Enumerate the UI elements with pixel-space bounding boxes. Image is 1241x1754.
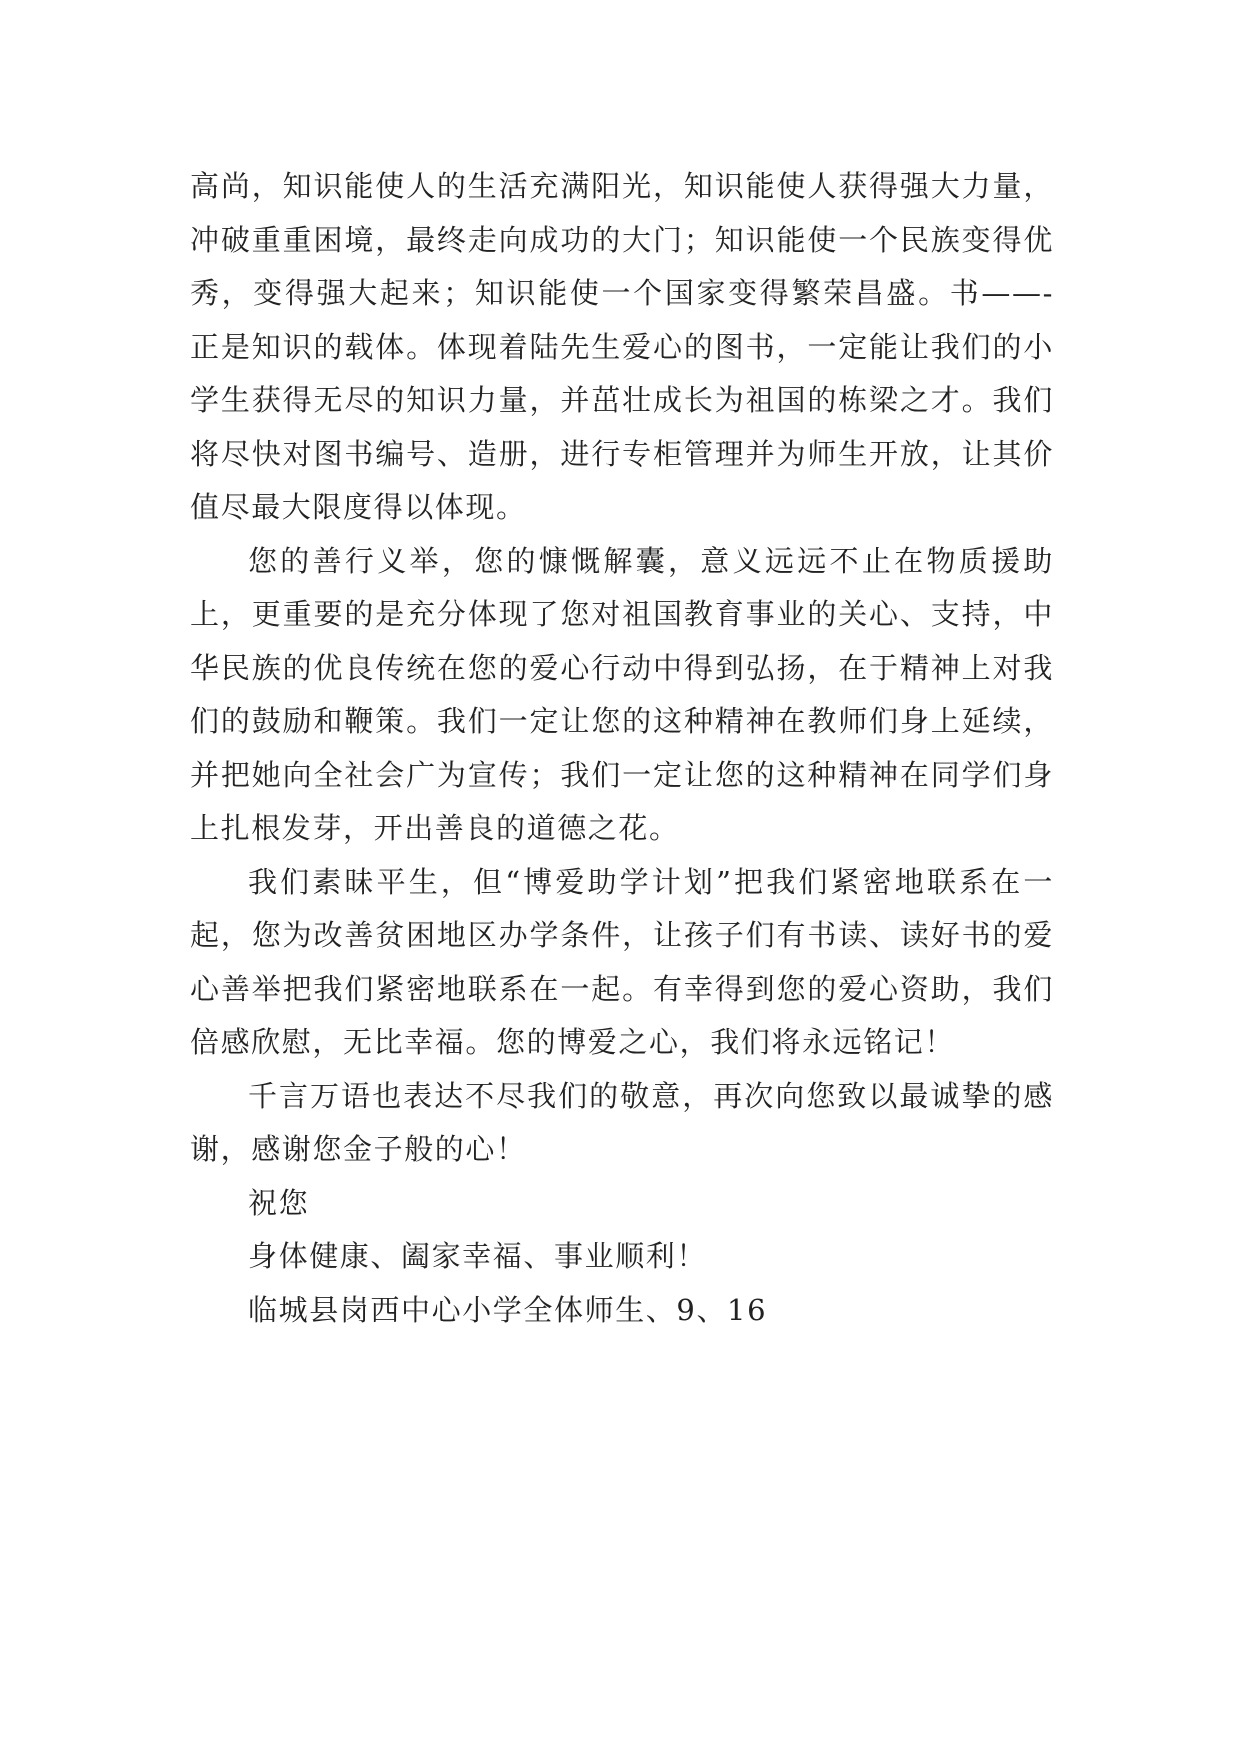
letter-body (190, 160, 1054, 1337)
paragraph-knowledge: 高尚，知识能使人的生活充满阳光，知识能使人获得强大力量，冲破重重困境，最终走向成功的大门；知识能使一个民族变得优秀，变得强大起来；知识能使一个国家变得繁荣昌盛。书——-正是知识的载体。体现着陆先生爱心的图书，一定能让我们的小学生获得无尽的知识力量，并茁壮成长为祖国的栋梁之才。我们将尽快对图书编号、造册，进行专柜管理并为师生开放，让其价值尽最大限度得以体现。 (190, 169, 1054, 524)
paragraph-connection: 我们素昧平生，但“博爱助学计划”把我们紧密地联系在一起，您为改善贫困地区办学条件，让孩子们有书读、读好书的爱心善举把我们紧密地联系在一起。有幸得到您的爱心资助，我们倍感欣慰，无比幸福。您的博爱之心，我们将永远铭记！ (190, 864, 1054, 1059)
closing-wishes: 身体健康、阖家幸福、事业顺利！ (248, 1239, 708, 1273)
paragraph-good-deeds: 您的善行义举，您的慷慨解囊，意义远远不止在物质援助上，更重要的是充分体现了您对祖国教育事业的关心、支持，中华民族的优良传统在您的爱心行动中得到弘扬，在于精神上对我们的鼓励和鞭策。我们一定让您的这种精神在教师们身上延续，并把她向全社会广为宣传；我们一定让您的这种精神在同学们身上扎根发芽，开出善良的道德之花。 (190, 543, 1054, 845)
signature: 临城县岗西中心小学全体师生、9、16 (248, 1292, 768, 1327)
closing-greeting: 祝您 (248, 1185, 310, 1220)
paragraph-gratitude: 千言万语也表达不尽我们的敬意，再次向您致以最诚挚的感谢，感谢您金子般的心！ (190, 1078, 1054, 1166)
